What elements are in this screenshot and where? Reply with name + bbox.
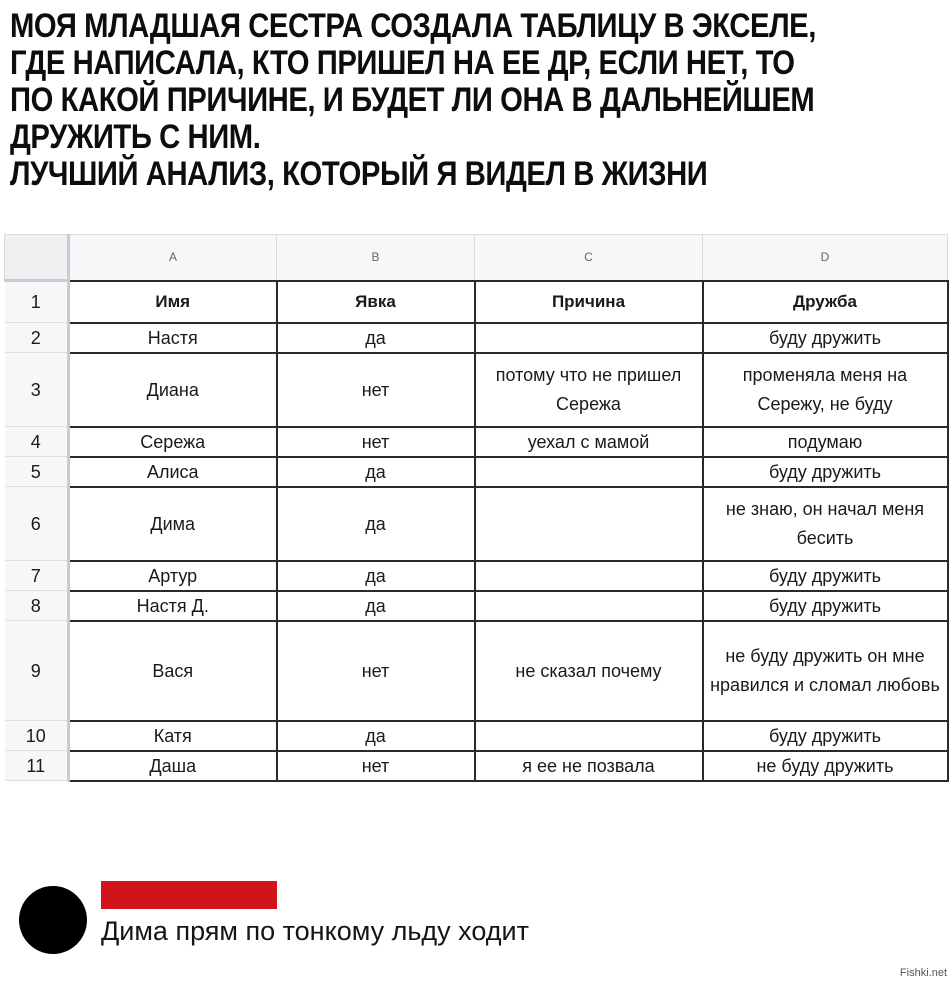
table-row (5, 353, 948, 427)
cell-attendance[interactable]: да (277, 721, 475, 751)
cell-friendship[interactable]: не знаю, он начал меня бесить (703, 487, 948, 561)
row-number[interactable]: 3 (5, 353, 69, 427)
cell-name[interactable]: Сережа (69, 427, 277, 457)
column-header-a[interactable]: A (69, 235, 277, 281)
cell-reason[interactable] (475, 721, 703, 751)
headline-line: ДРУЖИТЬ С НИМ. (10, 118, 261, 156)
cell-attendance[interactable]: да (277, 591, 475, 621)
cell-reason[interactable] (475, 561, 703, 591)
username-redaction-bar (101, 881, 277, 909)
headline-line: ГДЕ НАПИСАЛА, КТО ПРИШЕЛ НА ЕЕ ДР, ЕСЛИ НЕТ, ТО (10, 44, 795, 82)
cell-friendship[interactable]: буду дружить (703, 457, 948, 487)
cell-name[interactable]: Даша (69, 751, 277, 781)
row-number[interactable]: 11 (5, 751, 69, 781)
row-number[interactable]: 6 (5, 487, 69, 561)
cell-attendance[interactable]: нет (277, 751, 475, 781)
cell-attendance[interactable]: да (277, 323, 475, 353)
cell-reason[interactable]: не сказал почему (475, 621, 703, 721)
cell-attendance[interactable]: нет (277, 427, 475, 457)
table-row (5, 621, 948, 721)
cell-name[interactable]: Артур (69, 561, 277, 591)
cell-name[interactable]: Алиса (69, 457, 277, 487)
cell-name[interactable]: Настя (69, 323, 277, 353)
comment (0, 876, 951, 983)
cell-friendship[interactable]: не буду дружить он мне нравился и сломал любовь (703, 621, 948, 721)
cell-reason[interactable] (475, 487, 703, 561)
row-number[interactable]: 8 (5, 591, 69, 621)
cell-attendance[interactable]: да (277, 561, 475, 591)
table-row (5, 561, 948, 591)
avatar[interactable] (19, 886, 87, 954)
cell-friendship[interactable]: не буду дружить (703, 751, 948, 781)
header-name[interactable]: Имя (69, 281, 277, 323)
cell-friendship[interactable]: буду дружить (703, 323, 948, 353)
table-row (5, 751, 948, 781)
row-number[interactable]: 7 (5, 561, 69, 591)
spreadsheet-grid (4, 234, 949, 782)
row-number[interactable]: 10 (5, 721, 69, 751)
comment-text: Дима прям по тонкому льду ходит (101, 916, 529, 946)
header-attendance[interactable]: Явка (277, 281, 475, 323)
table-row (5, 591, 948, 621)
headline-line: МОЯ МЛАДШАЯ СЕСТРА СОЗДАЛА ТАБЛИЦУ В ЭКСЕЛЕ, (10, 7, 816, 45)
cell-reason[interactable] (475, 323, 703, 353)
header-reason[interactable]: Причина (475, 281, 703, 323)
table-row (5, 487, 948, 561)
column-header-c[interactable]: C (475, 235, 703, 281)
table-row (5, 721, 948, 751)
cell-name[interactable]: Дима (69, 487, 277, 561)
cell-reason[interactable] (475, 457, 703, 487)
column-header-b[interactable]: B (277, 235, 475, 281)
row-number[interactable]: 9 (5, 621, 69, 721)
cell-attendance[interactable]: нет (277, 621, 475, 721)
table-header-row (5, 281, 948, 323)
row-number[interactable]: 4 (5, 427, 69, 457)
table-row (5, 457, 948, 487)
cell-name[interactable]: Диана (69, 353, 277, 427)
headline (10, 8, 814, 193)
row-number[interactable]: 5 (5, 457, 69, 487)
column-header-d[interactable]: D (703, 235, 948, 281)
table-row (5, 427, 948, 457)
row-number[interactable]: 2 (5, 323, 69, 353)
cell-reason[interactable] (475, 591, 703, 621)
headline-line: ПО КАКОЙ ПРИЧИНЕ, И БУДЕТ ЛИ ОНА В ДАЛЬНЕЙШЕМ (10, 81, 815, 119)
cell-name[interactable]: Настя Д. (69, 591, 277, 621)
headline-line: ЛУЧШИЙ АНАЛИЗ, КОТОРЫЙ Я ВИДЕЛ В ЖИЗНИ (10, 155, 708, 193)
cell-attendance[interactable]: да (277, 457, 475, 487)
cell-attendance[interactable]: нет (277, 353, 475, 427)
cell-attendance[interactable]: да (277, 487, 475, 561)
cell-reason[interactable]: уехал с мамой (475, 427, 703, 457)
column-header-row (5, 235, 948, 281)
watermark: Fishki.net (899, 967, 947, 979)
spreadsheet (4, 234, 947, 874)
cell-reason[interactable]: потому что не пришел Сережа (475, 353, 703, 427)
select-all-corner[interactable] (5, 235, 69, 281)
header-friendship[interactable]: Дружба (703, 281, 948, 323)
row-number[interactable]: 1 (5, 281, 69, 323)
cell-reason[interactable]: я ее не позвала (475, 751, 703, 781)
table-row (5, 323, 948, 353)
cell-friendship[interactable]: буду дружить (703, 721, 948, 751)
cell-name[interactable]: Вася (69, 621, 277, 721)
cell-friendship[interactable]: подумаю (703, 427, 948, 457)
cell-friendship[interactable]: променяла меня на Сережу, не буду (703, 353, 948, 427)
cell-friendship[interactable]: буду дружить (703, 561, 948, 591)
cell-name[interactable]: Катя (69, 721, 277, 751)
cell-friendship[interactable]: буду дружить (703, 591, 948, 621)
